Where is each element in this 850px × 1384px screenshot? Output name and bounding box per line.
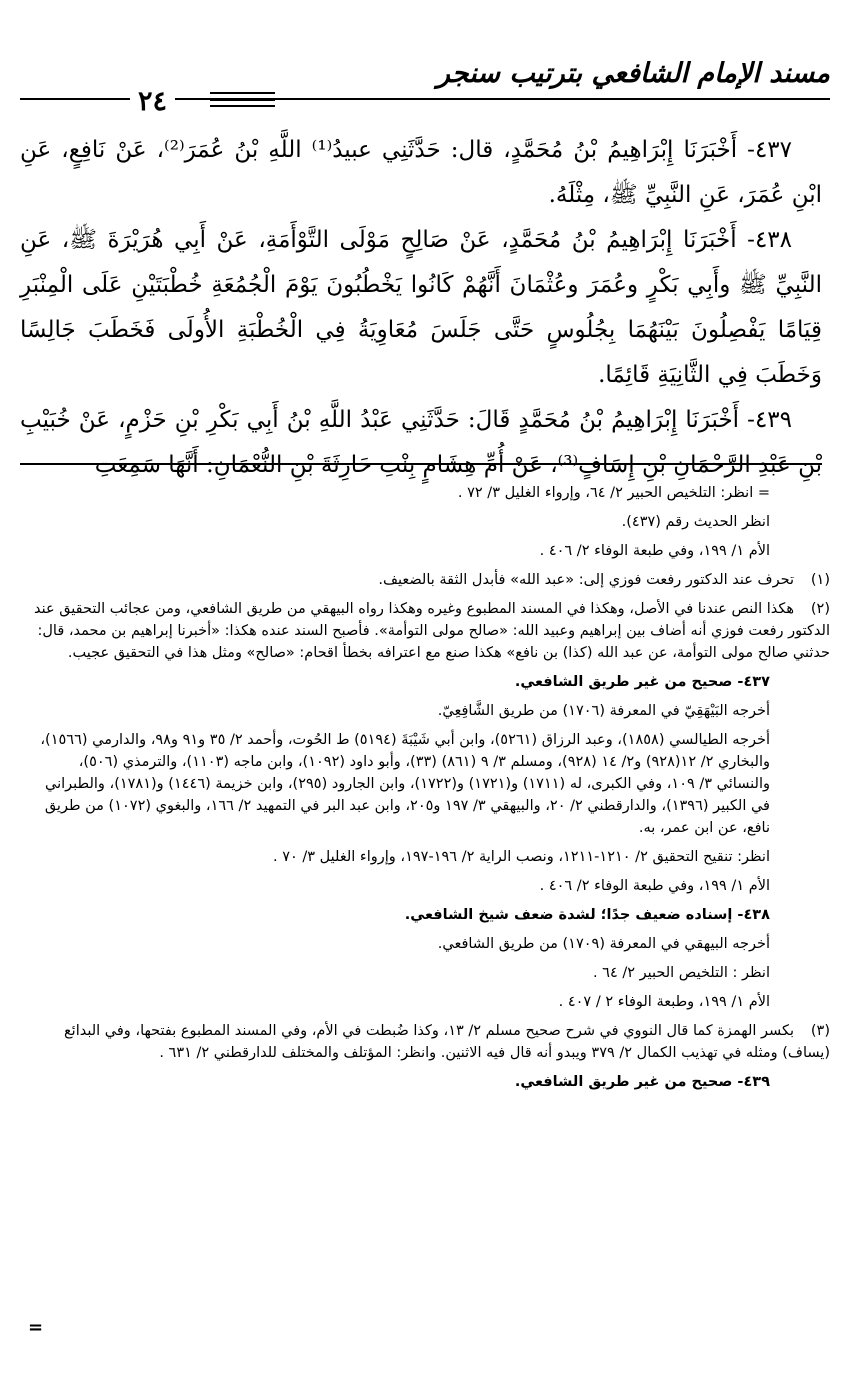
takhrij-line: انظر: تنقيح التحقيق ٢/ ١٢١٠-١٢١١، ونصب الراية ٢/ ١٩٦-١٩٧، وإرواء الغليل ٣/ ٧٠ . (272, 849, 770, 865)
page-number: ٢٤ (130, 86, 175, 117)
continuation-mark: = (28, 1317, 44, 1338)
footnote-3 (22, 1020, 830, 1064)
takhrij-line: أخرجه البيهقي في المعرفة (١٧٠٩) من طريق الشافعي. (437, 936, 770, 952)
takhrij-line: أخرجه البَيْهَقِيّ في المعرفة (١٧٠٦) من طريق الشَّافِعِيّ. (437, 703, 770, 719)
hadith-438: ٤٣٨- أَخْبَرَنَا إِبْرَاهِيمُ بْنُ مُحَمَّدٍ، عَنْ صَالِحٍ مَوْلَى التَّوْأَمَةِ، عَنْ أَبِي هُرَيْرَةَ ﷺ، عَنِ النَّبِيِّ ﷺ وأَبِي بَكْرٍ وعُمَرَ وعُثْمَانَ أَنَّهُمْ كَانُوا يَخْطُبُونَ يَوْمَ الْجُمُعَةِ خُطْبَتَيْنِ عَلَى الْمِنْبَرِ قِيَامًا يَفْصِلُونَ بَيْنَهُمَا بِجُلُوسٍ حَتَّى جَلَسَ مُعَاوِيَةُ فِي الْخُطْبَةِ الأُولَى فَخَطَبَ جَالِسًا وَخَطَبَ فِي الثَّانِيَةِ قَائِمًا. (20, 227, 822, 388)
footnote-text: بكسر الهمزة كما قال النووي في شرح صحيح مسلم ٢/ ١٣، وكذا ضُبطت في الأم، وفي المسند المطبوع بفتحها، وفي البدائع (يساف) ومثله في تهذيب الكمال ٢/ ٣٧٩ ويبدو أنه قال فيه الاثنين. وانظر: المؤتلف والمختلف للدارقطني ٢/ ٦٣١ . (63, 1023, 830, 1061)
grading-438: ٤٣٨- إسناده ضعيف جدًا؛ لشدة ضعف شيخ الشافعي. (404, 907, 770, 923)
footnote-number: (٣) (810, 1023, 830, 1039)
footnotes (22, 482, 830, 1100)
footnote-continued-line: = انظر: التلخيص الحبير ٢/ ٦٤، وإرواء الغليل ٣/ ٧٢ . (457, 485, 770, 501)
running-title: مسند الإمام الشافعي بترتيب سنجر (436, 58, 830, 89)
footnote-line: انظر الحديث رقم (٤٣٧). (621, 514, 770, 530)
hadith-437: ٤٣٧- أَخْبَرَنَا إِبْرَاهِيمُ بْنُ مُحَمَّدٍ، قال: حَدَّثَنِي عبيدُ⁽¹⁾ اللَّهِ بْنُ عُمَرَ⁽²⁾، عَنْ نَافِعٍ، عَنِ ابْنِ عُمَرَ، عَنِ النَّبِيِّ ﷺ، مِثْلَهُ. (20, 137, 822, 208)
decorative-lines (210, 92, 275, 111)
footnote-number: (٢) (810, 601, 830, 617)
takhrij-line: انظر : التلخيص الحبير ٢/ ٦٤ . (592, 965, 770, 981)
takhrij-line: الأم ١/ ١٩٩، وطبعة الوفاء ٢ / ٤٠٧ . (558, 994, 770, 1010)
footnote-separator (20, 463, 822, 465)
footnote-line: الأم ١/ ١٩٩، وفي طبعة الوفاء ٢/ ٤٠٦ . (539, 543, 770, 559)
main-text (20, 128, 822, 488)
footnote-text: هكذا النص عندنا في الأصل، وهكذا في المسند المطبوع وغيره وهكذا رواه البيهقي من طريق الشافعي، ومن عجائب التحقيق عند الدكتور رفعت فوزي أنه أضاف بين إبراهيم وعبيد الله: «صالح مولى التوأمة». فأصبح السند عنده هكذا: «أخبرنا إبراهيم بن محمد، قال: حدثني صالح مولى التوأمة، عن عبد الله (كذا) بن نافع» هكذا صنع مع اعترافه بخطأ اقحام: «صالح» ومثل هذا في التحقيق عجيب. (33, 601, 830, 661)
footnote-2 (22, 598, 830, 664)
grading-437: ٤٣٧- صحيح من غير طريق الشافعي. (514, 674, 770, 690)
footnote-1 (22, 569, 830, 591)
footnote-number: (١) (810, 572, 830, 588)
takhrij-line: أخرجه الطيالسي (١٨٥٨)، وعبد الرزاق (٥٢٦١)، وابن أبي شَيْبَةَ (٥١٩٤) ط الحُوت، وأحمد ٢/ ٣٥ و٩١ و٩٨، والدارمي (١٥٦٦)، والبخاري ٢/ ١٢(٩٢٨) و٢/ ١٤ (٩٢٨)، ومسلم ٣/ ٩ (٨٦١) (٣٣)، وأبو داود (١٠٩٢)، وابن ماجه (١١٠٣)، والترمذي (٥٠٦)، والنسائي ٣/ ١٠٩، وفي الكبرى، له (١٧١١) و(١٧٢١) و(١٧٢٢)، وابن الجارود (٢٩٥)، وابن خزيمة (١٤٤٦) و(١٧٨١)، والطبراني في الكبير (١٣٩٦)، والدارقطني ٢/ ٢٠، والبيهقي ٣/ ١٩٧ و٢٠٥، وابن عبد البر في التمهيد ٢/ ١٦٦، والبغوي (١٠٧٢) من طريق نافع، عن ابن عمر، به. (40, 732, 770, 836)
takhrij-line: الأم ١/ ١٩٩، وفي طبعة الوفاء ٢/ ٤٠٦ . (539, 878, 770, 894)
page-header (20, 40, 830, 130)
hadith-439: ٤٣٩- أَخْبَرَنَا إِبْرَاهِيمُ بْنُ مُحَمَّدٍ قَالَ: حَدَّثَنِي عَبْدُ اللَّهِ بْنُ أَبِي بَكْرِ بْنِ حَزْمٍ، عَنْ خُبَيْبِ بْنِ عَبْدِ الرَّحْمَانِ بْنِ إِسَافٍ⁽³⁾، عَنْ أُمِّ هِشَامٍ بِنْتِ حَارِثَةَ بْنِ النُّعْمَانِ: أَنَّهَا سَمِعَتِ (20, 407, 822, 478)
grading-439: ٤٣٩- صحيح من غير طريق الشافعي. (514, 1074, 770, 1090)
footnote-text: تحرف عند الدكتور رفعت فوزي إلى: «عبد الله» فأبدل الثقة بالضعيف. (378, 572, 794, 588)
